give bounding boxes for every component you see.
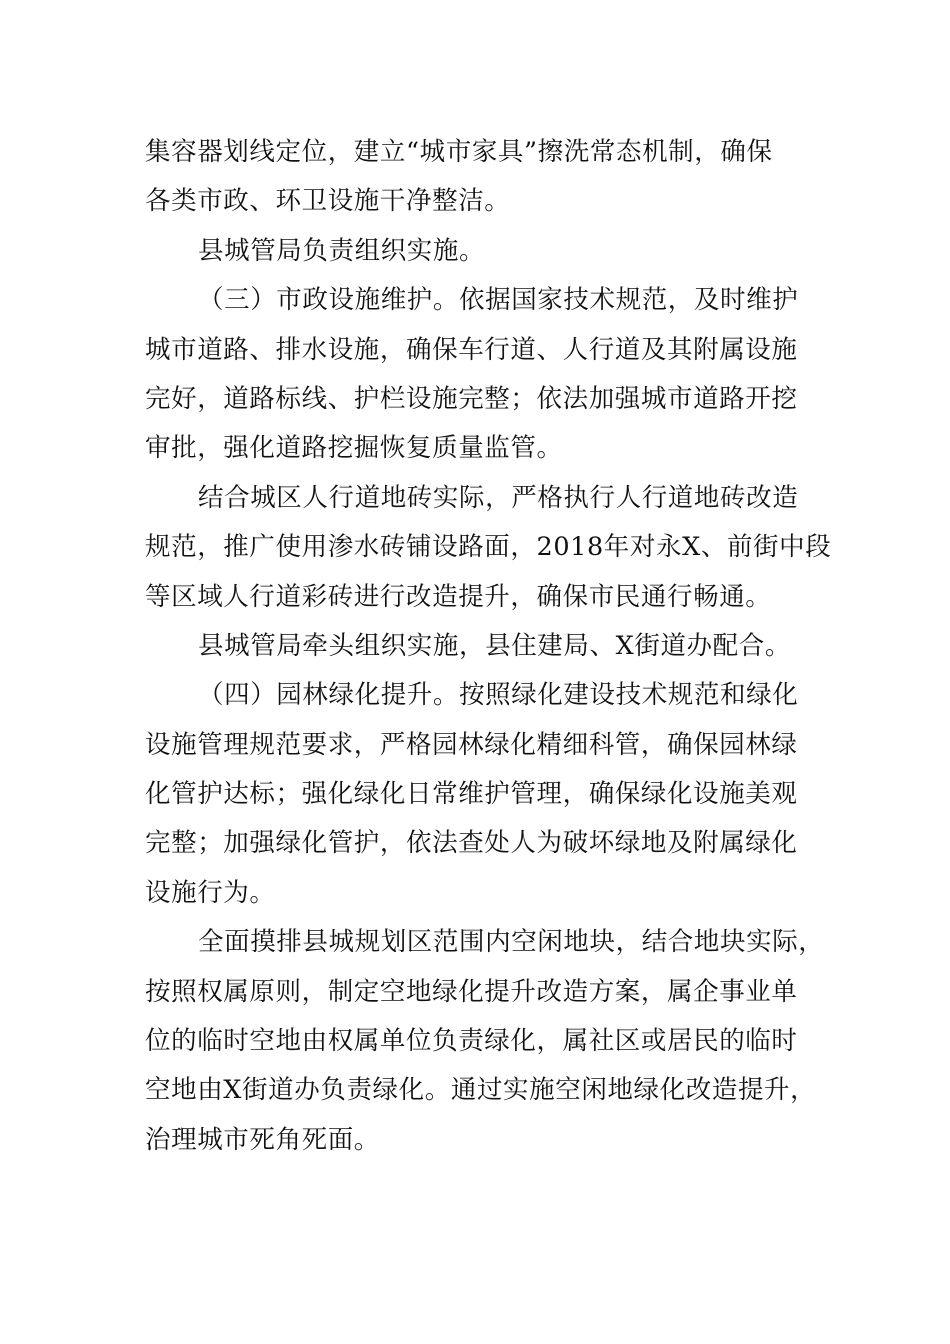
text-line-21: 治理城市死角死面。 [145,1124,380,1155]
document-body [145,128,832,1165]
text-line-15: 完整；加强绿化管护，依法查处人为破坏绿地及附属绿化 [145,828,798,859]
text-line-13: 设施管理规范要求，严格园林绿化精细科管，确保园林绿 [145,729,798,760]
text-line-11: 县城管局牵头组织实施，县住建局、X街道办配合。 [198,630,791,661]
text-line-16: 设施行为。 [145,877,276,908]
text-line-1: 集容器划线定位，建立“城市家具”擦洗常态机制，确保 [145,137,773,167]
text-line-3: 县城管局负责组织实施。 [198,235,486,266]
text-line-2: 各类市政、环卫设施干净整洁。 [145,186,511,217]
text-line-14: 化管护达标；强化绿化日常维护管理，确保绿化设施美观 [145,779,798,810]
text-line-18: 按照权属原则，制定空地绿化提升改造方案，属企事业单 [145,976,798,1007]
text-line-7: 审批，强化道路挖掘恢复质量监管。 [145,433,563,464]
text-line-19: 位的临时空地由权属单位负责绿化，属社区或居民的临时 [145,1026,798,1057]
section-heading-4: （四）园林绿化提升。按照绿化建设技术规范和绿化 [198,680,799,711]
text-line-5: 城市道路、排水设施，确保车行道、人行道及其附属设施 [145,334,798,365]
text-line-17: 全面摸排县城规划区范围内空闲地块，结合地块实际， [198,927,825,958]
text-line-6: 完好，道路标线、护栏设施完整；依法加强城市道路开挖 [145,383,798,414]
text-line-10: 等区域人行道彩砖进行改造提升，确保市民通行畅通。 [145,581,772,612]
section-heading-3: （三）市政设施维护。依据国家技术规范，及时维护 [198,285,799,316]
text-line-20: 空地由X街道办负责绿化。通过实施空闲地绿化改造提升， [145,1075,817,1106]
text-line-8: 结合城区人行道地砖实际，严格执行人行道地砖改造 [198,482,799,513]
text-line-9: 规范，推广使用渗水砖铺设路面，2018年对永X、前街中段 [145,532,832,563]
